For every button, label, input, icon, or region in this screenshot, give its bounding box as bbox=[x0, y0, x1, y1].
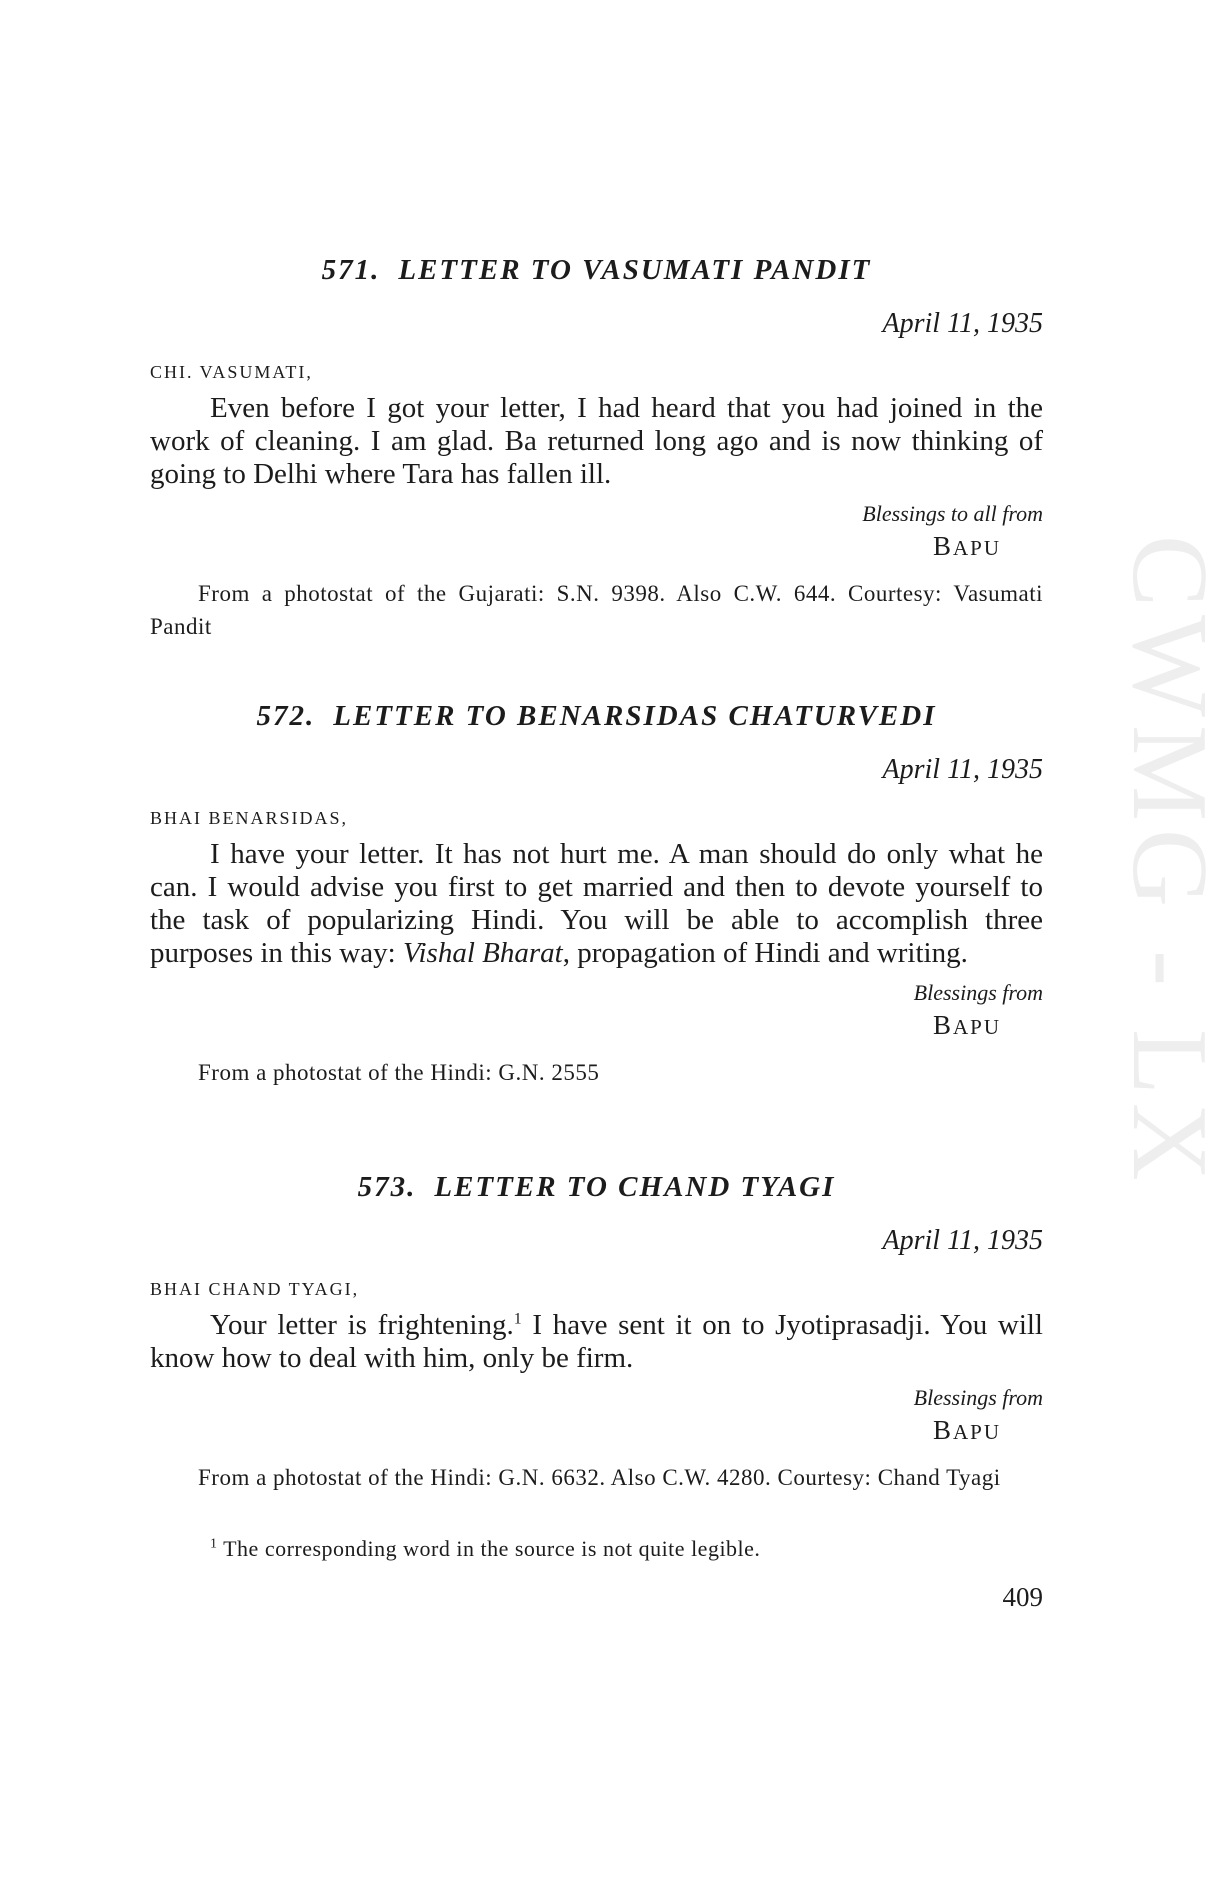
signature-rest: APU bbox=[952, 536, 1001, 560]
letter-body: Even before I got your letter, I had heard that you had joined in the work of cleaning. I am glad. Ba returned long ago and is now thinking of going to Delhi where Tara has fallen ill. bbox=[150, 392, 1043, 490]
signature-initial: B bbox=[932, 1415, 953, 1445]
letter-number: 572. bbox=[256, 700, 316, 732]
letter-title bbox=[150, 250, 1043, 290]
footnote bbox=[210, 1536, 760, 1562]
source-note: From a photostat of the Hindi: G.N. 2555 bbox=[198, 1060, 600, 1085]
letter-body bbox=[150, 1309, 1043, 1375]
letter-title-text: LETTER TO CHAND TYAGI bbox=[434, 1171, 836, 1203]
letter-date: April 11, 1935 bbox=[882, 308, 1043, 339]
body-text: Your letter is frightening. bbox=[210, 1309, 514, 1341]
source-note: From a photostat of the Gujarati: S.N. 9398. Also C.W. 644. Courtesy: Vasumati Pandit bbox=[150, 581, 1043, 639]
letter-number: 571. bbox=[321, 254, 381, 286]
signature-initial: B bbox=[932, 1010, 953, 1040]
letter-date: April 11, 1935 bbox=[882, 754, 1043, 785]
letter-title-text: LETTER TO VASUMATI PANDIT bbox=[398, 254, 872, 286]
body-italic-title: Vishal Bharat bbox=[402, 937, 563, 969]
watermark: CWMG - LX bbox=[1110, 535, 1229, 1189]
signature-initial: B bbox=[932, 531, 953, 561]
signature-rest: APU bbox=[952, 1015, 1001, 1039]
page bbox=[150, 0, 1043, 1890]
footnote-reference[interactable]: 1 bbox=[513, 1310, 522, 1328]
letter-number: 573. bbox=[357, 1171, 417, 1203]
letter-body bbox=[150, 838, 1043, 970]
letter-title bbox=[150, 696, 1043, 736]
letter-573 bbox=[150, 1167, 1043, 1494]
closing: Blessings from bbox=[913, 1385, 1043, 1410]
salutation: BHAI CHAND TYAGI, bbox=[150, 1279, 360, 1299]
signature bbox=[150, 529, 1043, 563]
salutation: BHAI BENARSIDAS, bbox=[150, 808, 349, 828]
salutation: CHI. VASUMATI, bbox=[150, 362, 313, 382]
closing: Blessings from bbox=[913, 980, 1043, 1005]
page-number: 409 bbox=[1002, 1582, 1043, 1612]
footnote-marker: 1 bbox=[210, 1536, 218, 1552]
source-note: From a photostat of the Hindi: G.N. 6632. Also C.W. 4280. Courtesy: Chand Tyagi bbox=[198, 1465, 1001, 1490]
closing: Blessings to all from bbox=[862, 501, 1043, 526]
signature bbox=[150, 1413, 1043, 1447]
letter-571 bbox=[150, 250, 1043, 643]
signature bbox=[150, 1008, 1043, 1042]
letter-572 bbox=[150, 696, 1043, 1089]
letter-date: April 11, 1935 bbox=[882, 1225, 1043, 1256]
footnote-text: The corresponding word in the source is not quite legible. bbox=[223, 1536, 761, 1561]
letter-title bbox=[150, 1167, 1043, 1207]
body-text: I have sent it on to Jyotiprasadji. You will know how to deal with him, only be firm. bbox=[150, 1309, 1043, 1374]
body-text: , propagation of Hindi and writing. bbox=[562, 937, 968, 969]
signature-rest: APU bbox=[952, 1420, 1001, 1444]
letter-title-text: LETTER TO BENARSIDAS CHATURVEDI bbox=[333, 700, 937, 732]
body-text: I have your letter. It has not hurt me. A man should do only what he can. I would advise you first to get married and then to devote yourself to the task of popularizing Hindi. You will be able to accomplish three purposes in this way: bbox=[150, 838, 1043, 969]
